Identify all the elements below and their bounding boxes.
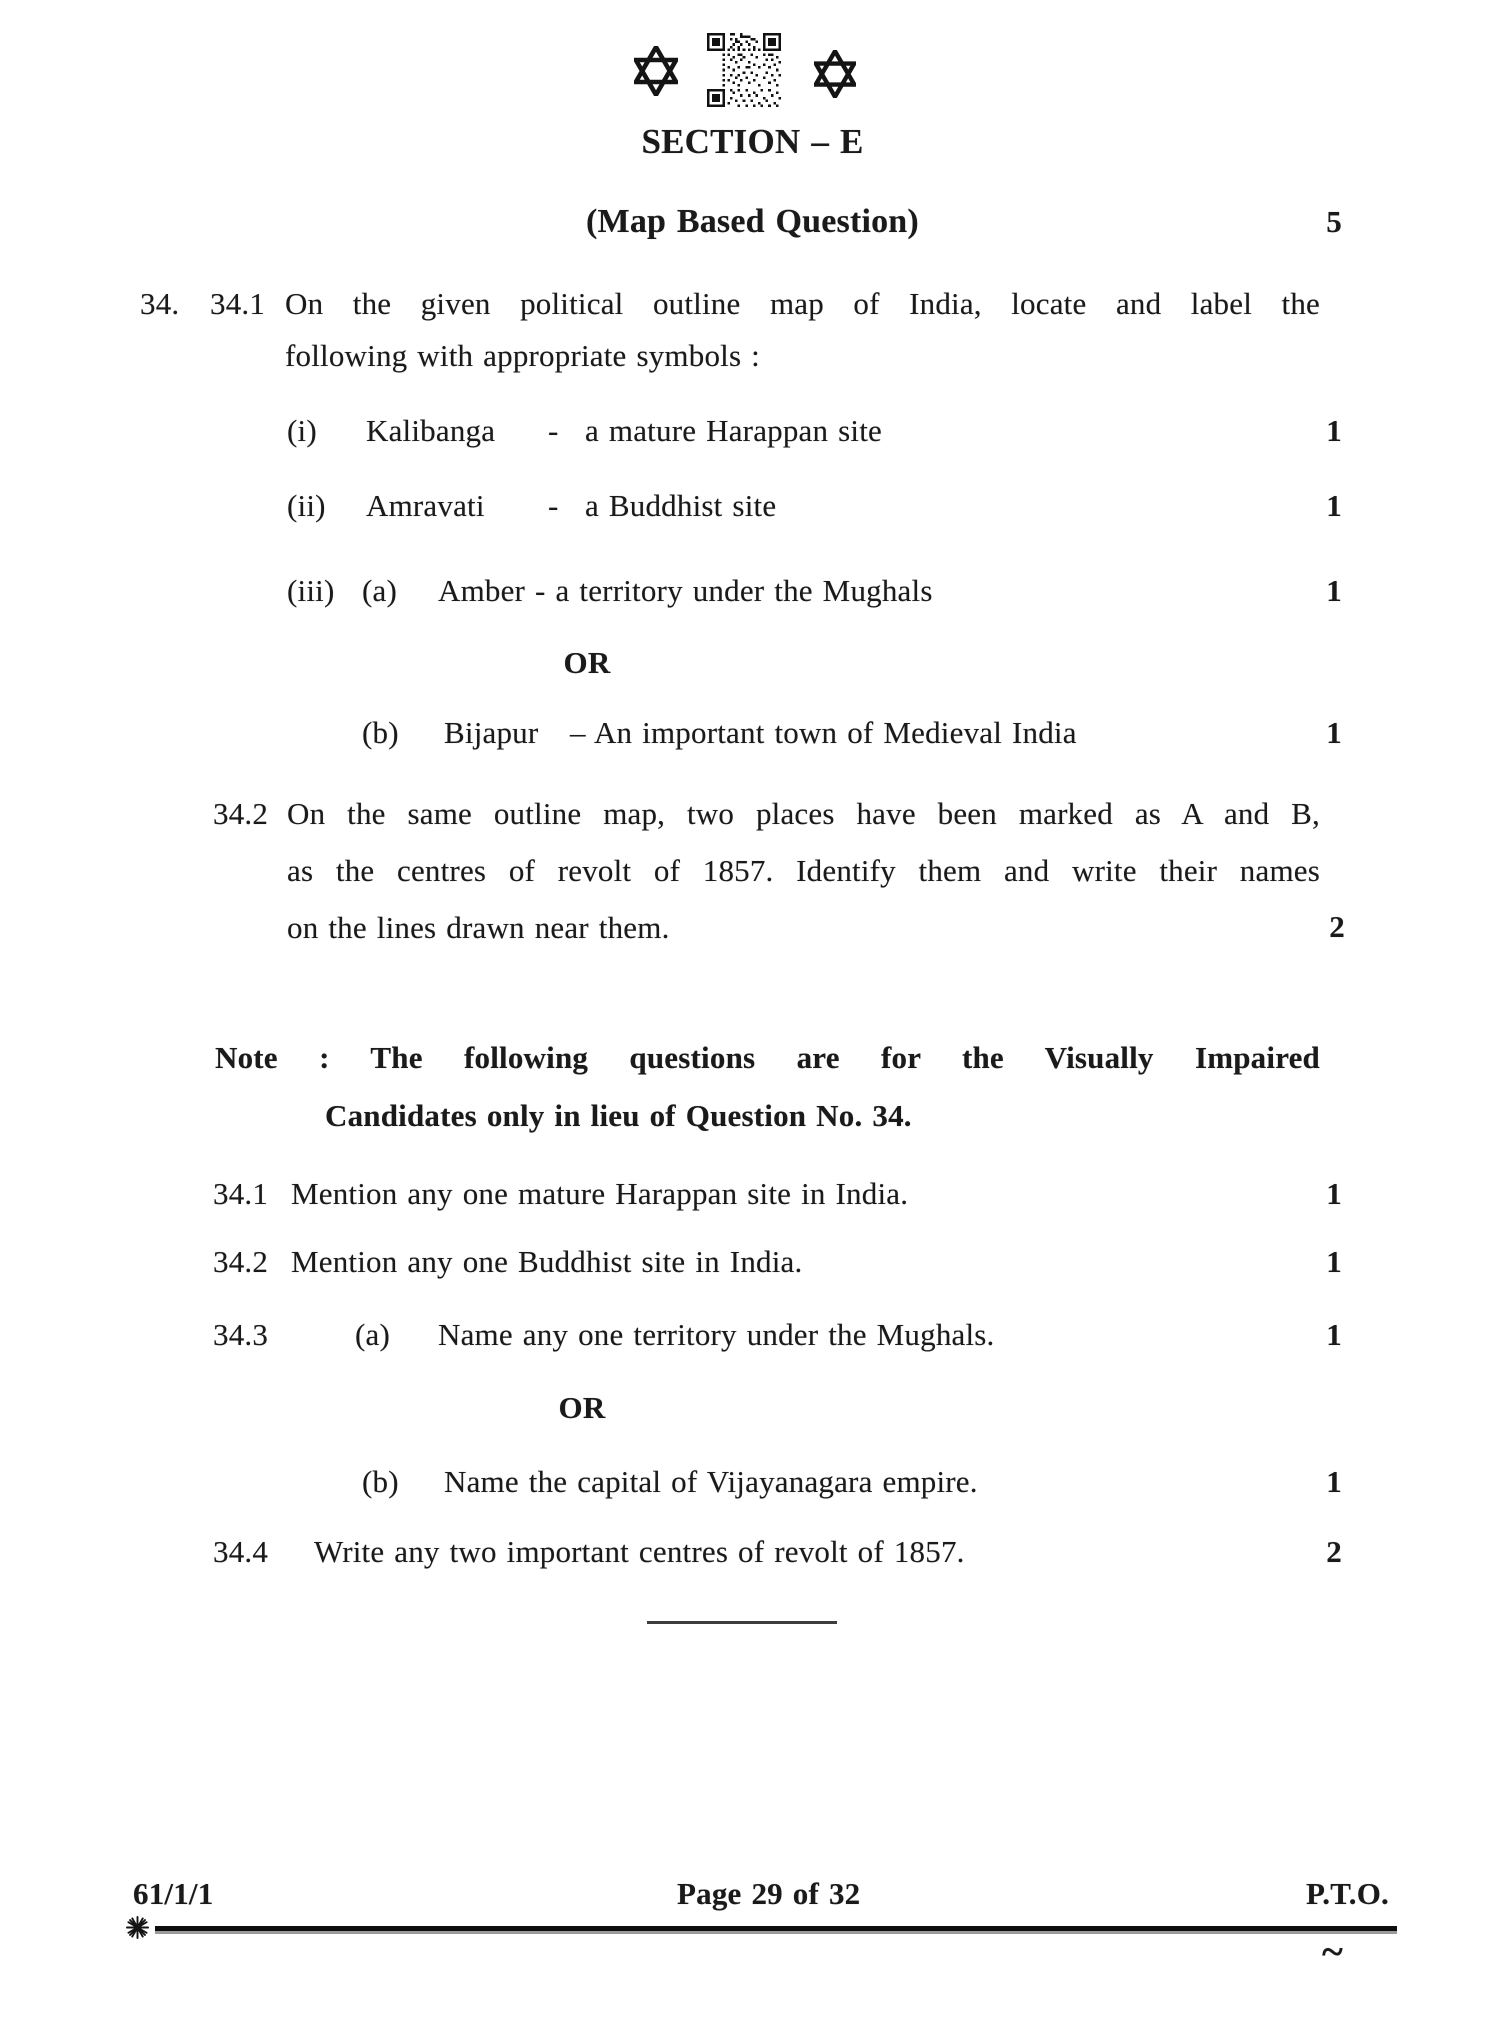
- item-description: a mature Harappan site: [585, 413, 883, 448]
- question-part-number: 34.2: [213, 796, 269, 831]
- item-sublabel: (a): [362, 573, 398, 608]
- question-text: Mention any one mature Harappan site in India.: [291, 1176, 909, 1211]
- item-label: (iii): [287, 573, 335, 608]
- star-of-david-icon: [814, 50, 856, 98]
- item-dash: -: [548, 488, 559, 523]
- item-sublabel: (a): [355, 1317, 391, 1352]
- item-text: Amber - a territory under the Mughals: [438, 573, 933, 608]
- section-subtitle: (Map Based Question): [586, 203, 919, 240]
- map-item-row: [0, 484, 1505, 528]
- item-marks: 1: [1326, 413, 1342, 448]
- flower-ornament-icon: [126, 1916, 149, 1939]
- map-item-row: [0, 569, 1505, 613]
- vi-question-row: [0, 1460, 1505, 1504]
- section-title: SECTION – E: [641, 122, 864, 161]
- question-number: 34.2: [213, 1244, 269, 1279]
- item-marks: 2: [1326, 1534, 1342, 1569]
- question-number: 34.: [140, 286, 180, 321]
- paper-code: 61/1/1: [133, 1876, 214, 1911]
- question-text: Name any one territory under the Mughals.: [438, 1317, 995, 1352]
- item-label: (ii): [287, 488, 326, 523]
- item-marks: 1: [1326, 1244, 1342, 1279]
- star-of-david-icon: [634, 46, 678, 96]
- question-text-line: On the same outline map, two places have been marked as A and B,: [287, 796, 1320, 831]
- item-sublabel: (b): [362, 1464, 399, 1499]
- tilde-mark: ~: [1322, 1929, 1344, 1974]
- vi-question-row: [0, 1313, 1505, 1357]
- vi-note: [215, 1029, 1320, 1145]
- footer-rule: [155, 1926, 1397, 1934]
- question-number: 34.3: [213, 1317, 269, 1352]
- vi-question-row: [0, 1172, 1505, 1216]
- question-text-line: on the lines drawn near them.: [287, 910, 670, 945]
- question-34-2: [213, 785, 1345, 965]
- note-line: Candidates only in lieu of Question No. 34.: [325, 1098, 912, 1133]
- pto-label: P.T.O.: [1305, 1876, 1389, 1911]
- item-place: Bijapur: [444, 715, 539, 750]
- question-text-line: as the centres of revolt of 1857. Identify them and write their names: [287, 853, 1320, 888]
- vi-question-row: [0, 1530, 1505, 1574]
- item-marks: 1: [1326, 1464, 1342, 1499]
- item-label: (i): [287, 413, 317, 448]
- qr-code: [707, 33, 781, 107]
- question-text-line: On the given political outline map of India, locate and label the: [285, 286, 1320, 321]
- item-place: Kalibanga: [366, 413, 496, 448]
- or-separator: OR: [563, 645, 611, 680]
- or-separator: OR: [558, 1390, 606, 1425]
- question-text-line: following with appropriate symbols :: [285, 338, 760, 373]
- item-marks: 1: [1326, 573, 1342, 608]
- section-marks: 5: [1326, 204, 1342, 239]
- item-marks: 1: [1326, 488, 1342, 523]
- question-text: Name the capital of Vijayanagara empire.: [444, 1464, 978, 1499]
- item-marks: 1: [1326, 1176, 1342, 1211]
- item-marks: 2: [1329, 909, 1345, 944]
- vi-question-row: [0, 1240, 1505, 1284]
- item-description: a Buddhist site: [585, 488, 777, 523]
- note-line: Note : The following questions are for the Visually Impaired: [215, 1040, 1320, 1075]
- page-number: Page 29 of 32: [677, 1876, 861, 1911]
- item-place: Amravati: [366, 488, 485, 523]
- item-sublabel: (b): [362, 715, 399, 750]
- question-text: Mention any one Buddhist site in India.: [291, 1244, 803, 1279]
- question-part-number: 34.1: [210, 286, 266, 321]
- map-item-row: [0, 409, 1505, 453]
- item-dash: -: [548, 413, 559, 448]
- question-number: 34.1: [213, 1176, 269, 1211]
- section-end-divider: [647, 1621, 837, 1624]
- item-description: – An important town of Medieval India: [570, 715, 1077, 750]
- item-marks: 1: [1326, 715, 1342, 750]
- map-item-row: [0, 711, 1505, 755]
- question-text: Write any two important centres of revolt of 1857.: [314, 1534, 965, 1569]
- item-marks: 1: [1326, 1317, 1342, 1352]
- question-number: 34.4: [213, 1534, 269, 1569]
